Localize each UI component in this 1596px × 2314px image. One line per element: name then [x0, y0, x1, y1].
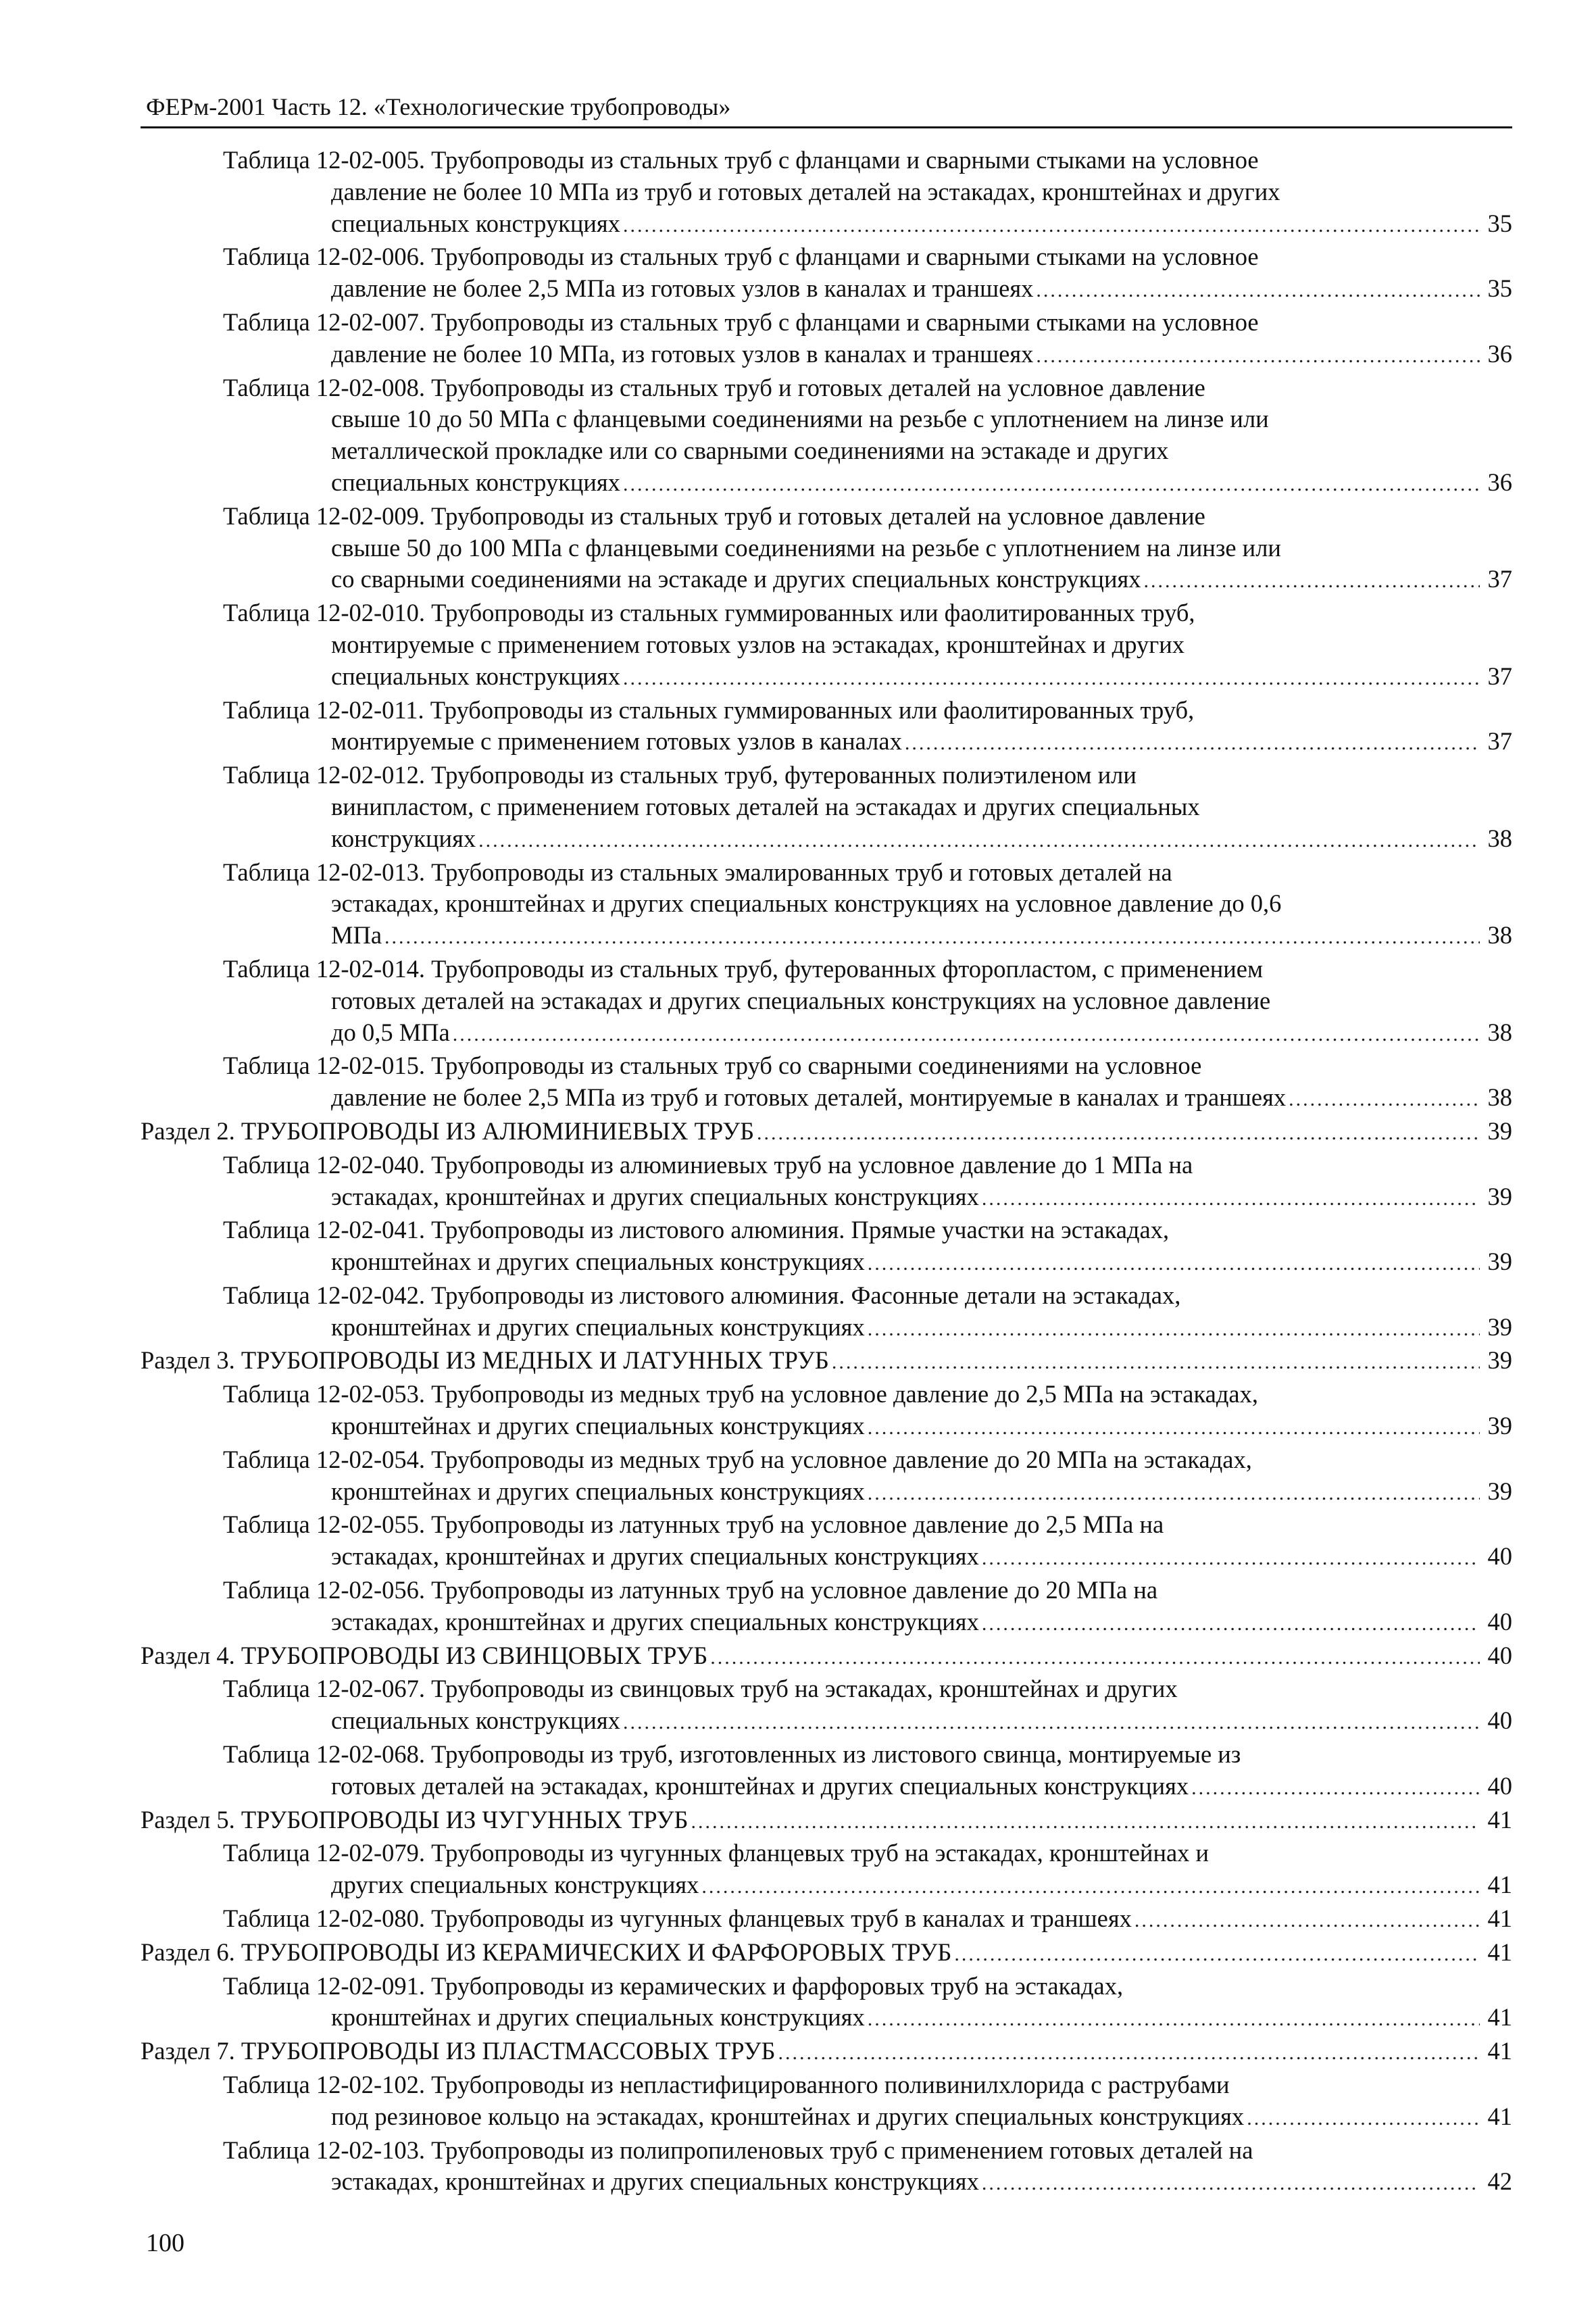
entry-page-number: 40: [1487, 1706, 1512, 1735]
entry-text-line: под резиновое кольцо на эстакадах, кронштейнах и других специальных конструкциях: [331, 2102, 1245, 2130]
entry-text-line: Таблица 12-02-091. Трубопроводы из керамических и фарфоровых труб на эстакадах,: [223, 1971, 1124, 2000]
toc-table-entry[interactable]: [141, 1280, 1512, 1346]
dot-leader: [757, 1118, 1480, 1150]
entry-page-number: 37: [1487, 662, 1512, 690]
dot-leader: [868, 2004, 1480, 2036]
entry-text-line: Таблица 12-02-007. Трубопроводы из стальных труб с фланцами и сварными стыками на условное: [223, 307, 1259, 336]
toc-table-entry[interactable]: [141, 1444, 1512, 1510]
dot-leader: [982, 1608, 1480, 1640]
entry-page-number: 38: [1487, 921, 1512, 950]
entry-text-line: специальных конструкциях: [331, 209, 620, 237]
dot-leader: [623, 469, 1480, 501]
toc-table-entry[interactable]: [141, 1379, 1512, 1444]
toc-table-entry[interactable]: [141, 372, 1512, 501]
entry-page-number: 36: [1487, 468, 1512, 496]
dot-leader: [954, 1939, 1480, 1971]
toc-table-entry[interactable]: [141, 501, 1512, 597]
dot-leader: [384, 922, 1480, 954]
entry-text-line: эстакадах, кронштейнах и других специальных конструкциях: [331, 1542, 979, 1571]
entry-text-line: Раздел 6. ТРУБОПРОВОДЫ ИЗ КЕРАМИЧЕСКИХ И ФАРФОРОВЫХ ТРУБ: [141, 1938, 952, 1966]
entry-text-line: свыше 10 до 50 МПа с фланцевыми соединениями на резьбе с уплотнением на линзе или: [331, 405, 1269, 433]
dot-leader: [868, 1314, 1480, 1346]
entry-page-number: 35: [1487, 274, 1512, 303]
toc-section-entry[interactable]: [141, 1937, 1512, 1971]
entry-page-number: 41: [1487, 1805, 1512, 1833]
entry-text-line: эстакадах, кронштейнах и других специальных конструкциях: [331, 1182, 979, 1210]
entry-text-line: Таблица 12-02-056. Трубопроводы из латунных труб на условное давление до 20 МПа на: [223, 1576, 1158, 1604]
entry-text-line: давление не более 10 МПа, из готовых узлов в каналах и траншеях: [331, 339, 1034, 368]
entry-text-line: Таблица 12-02-040. Трубопроводы из алюминиевых труб на условное давление до 1 МПа на: [223, 1150, 1193, 1179]
entry-text-line: Таблица 12-02-055. Трубопроводы из латунных труб на условное давление до 2,5 МПа на: [223, 1510, 1164, 1539]
entry-text-line: кронштейнах и других специальных конструкциях: [331, 1248, 865, 1276]
dot-leader: [453, 1019, 1480, 1051]
entry-text-line: Таблица 12-02-013. Трубопроводы из стальных эмалированных труб и готовых деталей на: [223, 858, 1172, 886]
entry-page-number: 37: [1487, 727, 1512, 756]
entry-page-number: 42: [1487, 2167, 1512, 2196]
entry-text-line: кронштейнах и других специальных конструкциях: [331, 1412, 865, 1440]
dot-leader: [905, 728, 1480, 760]
dot-leader: [1289, 1084, 1480, 1116]
entry-page-number: 40: [1487, 1771, 1512, 1800]
toc-table-entry[interactable]: [141, 760, 1512, 856]
entry-text-line: конструкциях: [331, 824, 476, 852]
entry-text-line: Таблица 12-02-014. Трубопроводы из стальных труб, футерованных фторопластом, с применением: [223, 954, 1264, 983]
toc-section-entry[interactable]: [141, 1804, 1512, 1838]
dot-leader: [710, 1642, 1480, 1674]
toc-table-entry[interactable]: [141, 1150, 1512, 1215]
entry-text-line: монтируемые с применением готовых узлов на эстакадах, кронштейнах и других: [331, 630, 1185, 658]
page-header: ФЕРм-2001 Часть 12. «Технологические трубопроводы»: [146, 93, 731, 120]
toc-table-entry[interactable]: [141, 1509, 1512, 1575]
toc-table-entry[interactable]: [141, 1971, 1512, 2036]
toc-table-entry[interactable]: [141, 597, 1512, 694]
toc-table-entry[interactable]: [141, 954, 1512, 1050]
toc-table-entry[interactable]: [141, 1903, 1512, 1937]
entry-page-number: 41: [1487, 1871, 1512, 1899]
entry-text-line: других специальных конструкциях: [331, 1871, 699, 1899]
toc-table-entry[interactable]: [141, 1838, 1512, 1903]
entry-text-line: Таблица 12-02-041. Трубопроводы из листового алюминия. Прямые участки на эстакадах,: [223, 1216, 1170, 1244]
entry-page-number: 39: [1487, 1116, 1512, 1145]
entry-text-line: кронштейнах и других специальных конструкциях: [331, 1477, 865, 1505]
dot-leader: [1144, 566, 1480, 597]
toc-table-entry[interactable]: [141, 2135, 1512, 2200]
toc-table-entry[interactable]: [141, 695, 1512, 760]
toc-section-entry[interactable]: [141, 1116, 1512, 1150]
page-number: 100: [146, 2229, 184, 2257]
entry-text-line: со сварными соединениями на эстакаде и других специальных конструкциях: [331, 565, 1141, 593]
entry-page-number: 40: [1487, 1542, 1512, 1571]
entry-page-number: 38: [1487, 824, 1512, 852]
toc-table-entry[interactable]: [141, 241, 1512, 307]
entry-text-line: кронштейнах и других специальных конструкциях: [331, 2003, 865, 2032]
toc-table-entry[interactable]: [141, 1575, 1512, 1640]
dot-leader: [478, 825, 1480, 857]
dot-leader: [1036, 341, 1480, 372]
entry-text-line: давление не более 2,5 МПа из готовых узлов в каналах и траншеях: [331, 274, 1034, 303]
entry-text-line: свыше 50 до 100 МПа с фланцевыми соединениями на резьбе с уплотнением на линзе или: [331, 533, 1281, 562]
entry-text-line: Таблица 12-02-054. Трубопроводы из медных труб на условное давление до 20 МПа на эстакадах,: [223, 1445, 1252, 1473]
toc-section-entry[interactable]: [141, 1345, 1512, 1379]
dot-leader: [982, 2168, 1480, 2200]
toc-table-entry[interactable]: [141, 1050, 1512, 1116]
entry-page-number: 41: [1487, 2003, 1512, 2032]
entry-text-line: Раздел 4. ТРУБОПРОВОДЫ ИЗ СВИНЦОВЫХ ТРУБ: [141, 1641, 708, 1669]
entry-text-line: эстакадах, кронштейнах и других специальных конструкциях: [331, 1607, 979, 1635]
entry-page-number: 41: [1487, 1904, 1512, 1933]
entry-text-line: монтируемые с применением готовых узлов в каналах: [331, 727, 902, 756]
toc-table-entry[interactable]: [141, 307, 1512, 372]
entry-page-number: 36: [1487, 339, 1512, 368]
toc-section-entry[interactable]: [141, 2036, 1512, 2069]
toc-table-entry[interactable]: [141, 145, 1512, 241]
entry-text-line: Раздел 2. ТРУБОПРОВОДЫ ИЗ АЛЮМИНИЕВЫХ ТРУБ: [141, 1116, 755, 1145]
entry-text-line: эстакадах, кронштейнах и других специальных конструкциях на условное давление до 0,6: [331, 889, 1282, 918]
entry-text-line: Таблица 12-02-068. Трубопроводы из труб, изготовленных из листового свинца, монтируемые из: [223, 1740, 1241, 1769]
toc-table-entry[interactable]: [141, 1739, 1512, 1804]
entry-text-line: Таблица 12-02-079. Трубопроводы из чугунных фланцевых труб на эстакадах, кронштейнах и: [223, 1839, 1210, 1867]
entry-text-line: готовых деталей на эстакадах и других специальных конструкциях на условное давление: [331, 986, 1271, 1014]
toc-table-entry[interactable]: [141, 1214, 1512, 1280]
entry-text-line: Таблица 12-02-053. Трубопроводы из медных труб на условное давление до 2,5 МПа на эстакадах,: [223, 1380, 1258, 1408]
entry-text-line: Таблица 12-02-005. Трубопроводы из стальных труб с фланцами и сварными стыками на условное: [223, 146, 1259, 174]
dot-leader: [832, 1347, 1480, 1379]
entry-page-number: 39: [1487, 1312, 1512, 1341]
entry-text-line: Таблица 12-02-009. Трубопроводы из стальных труб и готовых деталей на условное давление: [223, 501, 1205, 530]
entry-text-line: Раздел 7. ТРУБОПРОВОДЫ ИЗ ПЛАСТМАССОВЫХ ТРУБ: [141, 2037, 776, 2065]
entry-text-line: МПа: [331, 921, 382, 950]
entry-page-number: 41: [1487, 1938, 1512, 1966]
entry-page-number: 40: [1487, 1641, 1512, 1669]
entry-page-number: 39: [1487, 1248, 1512, 1276]
entry-text-line: Таблица 12-02-010. Трубопроводы из стальных гуммированных или фаолитированных труб,: [223, 599, 1195, 627]
dot-leader: [1134, 1905, 1480, 1937]
entry-page-number: 41: [1487, 2037, 1512, 2065]
entry-text-line: Таблица 12-02-008. Трубопроводы из стальных труб и готовых деталей на условное давление: [223, 373, 1205, 401]
entry-text-line: Таблица 12-02-015. Трубопроводы из стальных труб со сварными соединениями на условное: [223, 1052, 1202, 1080]
dot-leader: [778, 2038, 1480, 2069]
entry-page-number: 39: [1487, 1182, 1512, 1210]
entry-text-line: винипластом, с применением готовых деталей на эстакадах и других специальных: [331, 792, 1200, 820]
dot-leader: [623, 1707, 1480, 1739]
entry-page-number: 35: [1487, 209, 1512, 237]
dot-leader: [701, 1871, 1480, 1903]
entry-text-line: специальных конструкциях: [331, 1706, 620, 1735]
entry-text-line: готовых деталей на эстакадах, кронштейнах и других специальных конструкциях: [331, 1771, 1189, 1800]
dot-leader: [868, 1412, 1480, 1444]
dot-leader: [623, 663, 1480, 695]
dot-leader: [1036, 275, 1480, 307]
header-rule: [141, 126, 1512, 128]
entry-text-line: Таблица 12-02-042. Трубопроводы из листового алюминия. Фасонные детали на эстакадах,: [223, 1281, 1181, 1309]
entry-text-line: Таблица 12-02-102. Трубопроводы из непластифицированного поливинилхлорида с раструбами: [223, 2071, 1230, 2099]
entry-page-number: 40: [1487, 1607, 1512, 1635]
entry-text-line: давление не более 10 МПа из труб и готовых деталей на эстакадах, кронштейнах и других: [331, 177, 1280, 205]
dot-leader: [623, 210, 1480, 242]
entry-text-line: кронштейнах и других специальных конструкциях: [331, 1312, 865, 1341]
table-of-contents: [141, 145, 1512, 2200]
dot-leader: [691, 1806, 1480, 1838]
entry-text-line: до 0,5 МПа: [331, 1018, 450, 1046]
entry-text-line: Таблица 12-02-011. Трубопроводы из стальных гуммированных или фаолитированных труб,: [223, 695, 1195, 724]
entry-text-line: Таблица 12-02-103. Трубопроводы из полипропиленовых труб с применением готовых деталей на: [223, 2136, 1253, 2164]
toc-section-entry[interactable]: [141, 1640, 1512, 1674]
toc-table-entry[interactable]: [141, 857, 1512, 954]
entry-page-number: 38: [1487, 1083, 1512, 1112]
entry-text-line: давление не более 2,5 МПа из труб и готовых деталей, монтируемые в каналах и траншеях: [331, 1083, 1287, 1112]
entry-page-number: 39: [1487, 1412, 1512, 1440]
entry-text-line: специальных конструкциях: [331, 468, 620, 496]
dot-leader: [982, 1543, 1480, 1575]
toc-table-entry[interactable]: [141, 2069, 1512, 2135]
entry-page-number: 41: [1487, 2102, 1512, 2130]
entry-text-line: Таблица 12-02-012. Трубопроводы из стальных труб, футерованных полиэтиленом или: [223, 761, 1137, 789]
entry-text-line: эстакадах, кронштейнах и других специальных конструкциях: [331, 2167, 979, 2196]
entry-page-number: 38: [1487, 1018, 1512, 1046]
entry-page-number: 39: [1487, 1346, 1512, 1375]
entry-page-number: 37: [1487, 565, 1512, 593]
entry-text-line: металлической прокладке или со сварными соединениями на эстакаде и других: [331, 437, 1169, 465]
entry-text-line: Раздел 5. ТРУБОПРОВОДЫ ИЗ ЧУГУННЫХ ТРУБ: [141, 1805, 689, 1833]
dot-leader: [1191, 1773, 1480, 1804]
dot-leader: [868, 1478, 1480, 1510]
dot-leader: [1247, 2103, 1480, 2135]
entry-text-line: Раздел 3. ТРУБОПРОВОДЫ ИЗ МЕДНЫХ И ЛАТУННЫХ ТРУБ: [141, 1346, 829, 1375]
dot-leader: [982, 1183, 1480, 1215]
entry-page-number: 39: [1487, 1477, 1512, 1505]
entry-text-line: Таблица 12-02-067. Трубопроводы из свинцовых труб на эстакадах, кронштейнах и других: [223, 1675, 1178, 1703]
toc-table-entry[interactable]: [141, 1673, 1512, 1739]
entry-text-line: Таблица 12-02-080. Трубопроводы из чугунных фланцевых труб в каналах и траншеях: [223, 1904, 1132, 1933]
dot-leader: [868, 1248, 1480, 1280]
entry-text-line: Таблица 12-02-006. Трубопроводы из стальных труб с фланцами и сварными стыками на условное: [223, 243, 1259, 271]
entry-text-line: специальных конструкциях: [331, 662, 620, 690]
